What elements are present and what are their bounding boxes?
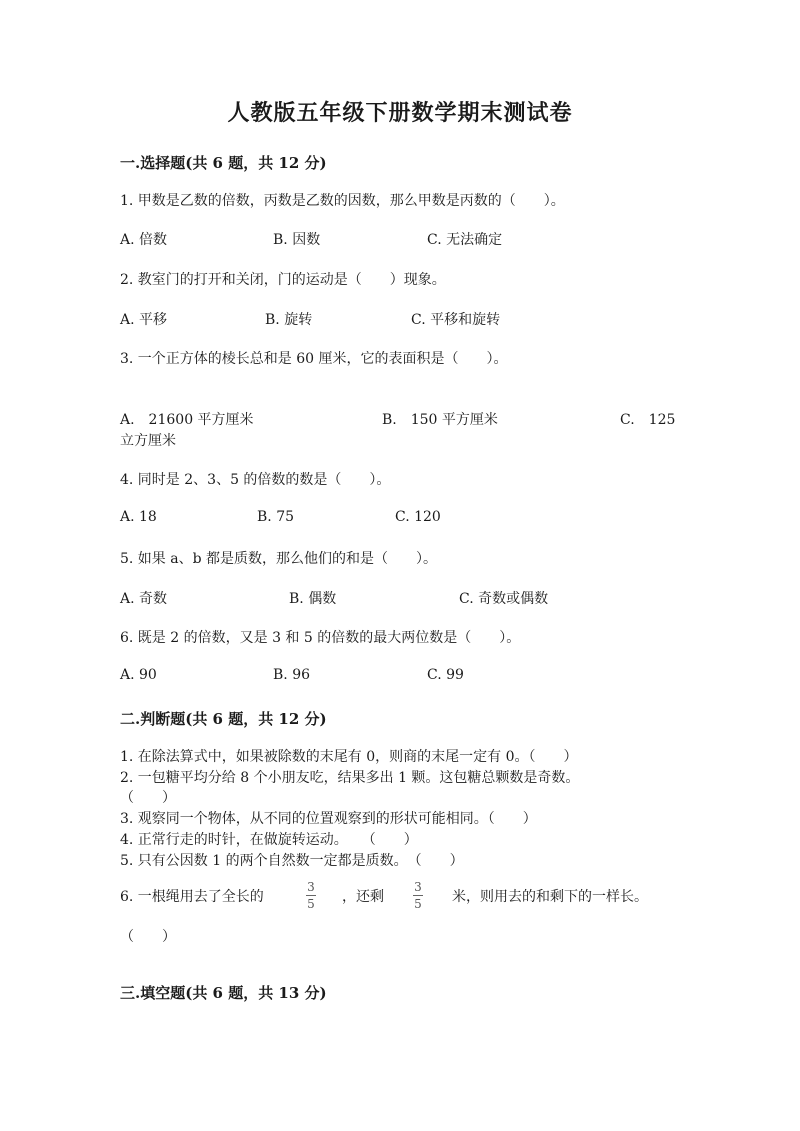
judgement-6-blank: （ ） [120, 929, 176, 945]
section-heading-judgement: 二.判断题(共 6 题，共 12 分) [120, 710, 327, 728]
option-5a: A. 奇数 [120, 591, 168, 607]
question-1: 1. 甲数是乙数的倍数，丙数是乙数的因数，那么甲数是丙数的（ ）。 [120, 193, 565, 209]
question-5: 5. 如果 a、b 都是质数，那么他们的和是（ ）。 [120, 551, 438, 567]
judgement-3: 3. 观察同一个物体，从不同的位置观察到的形状可能相同。（ ） [120, 811, 537, 827]
option-4b: B. 75 [257, 509, 295, 525]
judgement-5: 5. 只有公因数 1 的两个自然数一定都是质数。 （ ） [120, 853, 464, 869]
option-1c: C. 无法确定 [427, 232, 503, 248]
option-3b: B. 150 平方厘米 [382, 412, 498, 428]
judgement-1: 1. 在除法算式中，如果被除数的末尾有 0，则商的末尾一定有 0。（ ） [120, 749, 578, 765]
fraction-three-fifths [306, 880, 316, 911]
option-5b: B. 偶数 [289, 591, 337, 607]
option-3c-unit: 立方厘米 [120, 433, 176, 449]
option-4a: A. 18 [120, 509, 157, 525]
fraction-bar [413, 895, 423, 896]
question-4: 4. 同时是 2、3、5 的倍数的数是（ ）。 [120, 472, 391, 488]
fraction-denominator: 5 [414, 897, 422, 911]
judgement-6-part3: 米，则用去的和剩下的一样长。 [452, 889, 648, 905]
fraction-denominator: 5 [307, 897, 315, 911]
option-2c: C. 平移和旋转 [411, 312, 501, 328]
judgement-4: 4. 正常行走的时针，在做旋转运动。 （ ） [120, 832, 418, 848]
option-1a: A. 倍数 [120, 232, 168, 248]
question-6: 6. 既是 2 的倍数，又是 3 和 5 的倍数的最大两位数是（ ）。 [120, 630, 521, 646]
question-3: 3. 一个正方体的棱长总和是 60 厘米，它的表面积是（ ）。 [120, 351, 508, 367]
judgement-6-part1: 6. 一根绳用去了全长的 [120, 889, 264, 905]
judgement-6-part2: ，还剩 [342, 889, 384, 905]
section-heading-choice: 一.选择题(共 6 题，共 12 分) [120, 154, 327, 172]
option-2a: A. 平移 [120, 312, 168, 328]
option-4c: C. 120 [395, 509, 441, 525]
option-5c: C. 奇数或偶数 [459, 591, 549, 607]
option-3a: A. 21600 平方厘米 [120, 412, 254, 428]
section-heading-fill: 三.填空题(共 6 题，共 13 分) [120, 984, 327, 1002]
judgement-2: 2. 一包糖平均分给 8 个小朋友吃，结果多出 1 颗。这包糖总颗数是奇数。 [120, 770, 580, 786]
option-1b: B. 因数 [273, 232, 321, 248]
fraction-numerator: 3 [307, 880, 315, 894]
fraction-three-fifths [413, 880, 423, 911]
fraction-numerator: 3 [414, 880, 422, 894]
page-title: 人教版五年级下册数学期末测试卷 [227, 100, 573, 126]
judgement-2-blank: （ ） [120, 790, 176, 806]
option-6c: C. 99 [427, 667, 464, 683]
option-3c: C. 125 [620, 412, 676, 428]
option-2b: B. 旋转 [265, 312, 313, 328]
option-6a: A. 90 [120, 667, 157, 683]
fraction-bar [306, 895, 316, 896]
option-6b: B. 96 [273, 667, 311, 683]
question-2: 2. 教室门的打开和关闭，门的运动是（ ）现象。 [120, 272, 446, 288]
